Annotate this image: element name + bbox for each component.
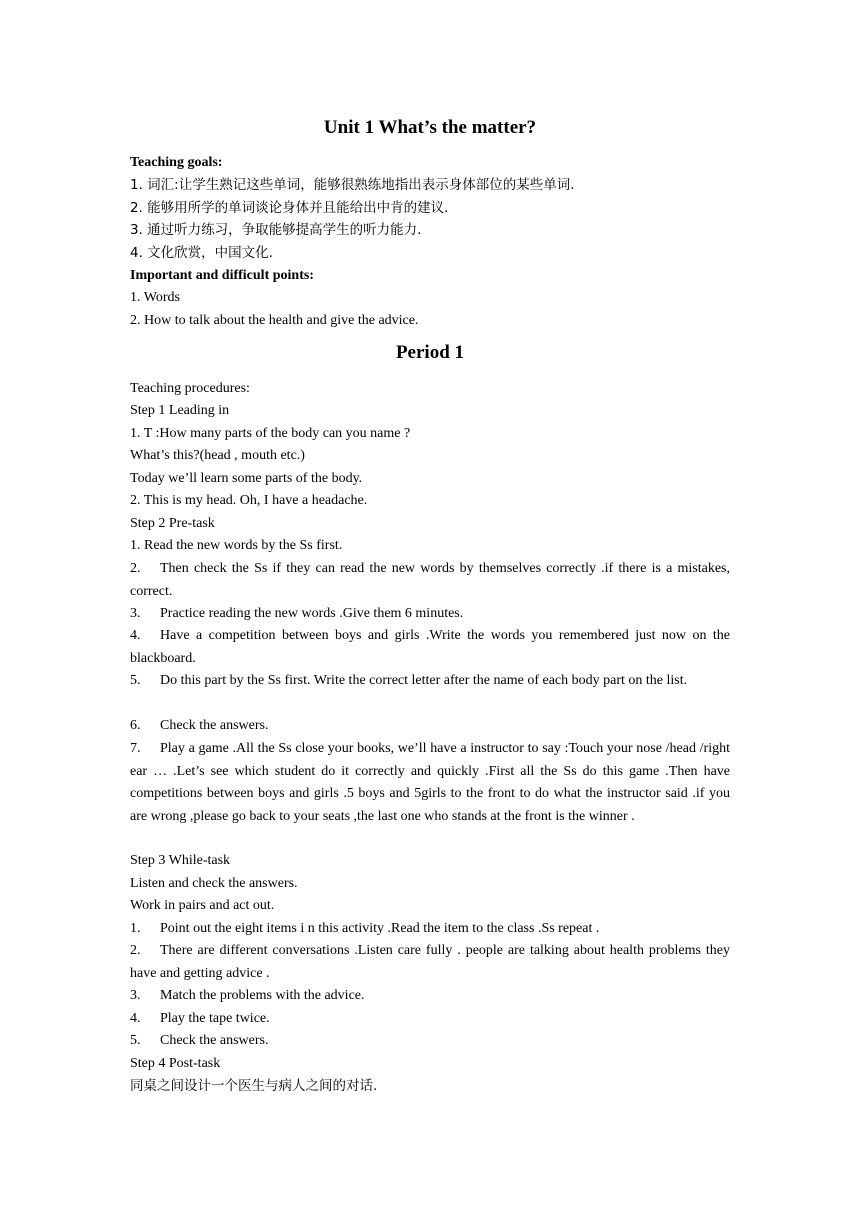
step3-heading: Step 3 While-task [130,853,231,868]
item-text: Practice reading the new words .Give them 6 minutes. [160,606,464,621]
step3-item [130,1030,730,1053]
step2-item [130,625,730,670]
step1-line: What’s this?(head , mouth etc.) [130,448,305,463]
goal-item: 3. 通过听力练习，争取能够提高学生的听力能力. [130,222,422,238]
step3-item [130,918,730,941]
step2-item [130,670,730,693]
step3-item [130,940,730,985]
step3-line: Work in pairs and act out. [130,898,275,913]
step2-item [130,715,730,738]
step2-item [130,558,730,603]
item-text: There are different conversations .Listen care fully . people are talking about health problems they have and getting advice . [130,943,730,981]
item-number: 6. [130,718,141,733]
step1-line: 1. T :How many parts of the body can you name ? [130,426,411,441]
goals-heading: Teaching goals: [130,155,223,170]
item-number: 5. [130,673,141,688]
points-heading: Important and difficult points: [130,268,314,283]
item-number: 2. [130,561,141,576]
item-text: Point out the eight items i n this activity .Read the item to the class .Ss repeat . [160,921,600,936]
item-number: 4. [130,1011,141,1026]
item-number: 3. [130,606,141,621]
step2-item [130,738,730,828]
step3-item [130,1008,730,1031]
step1-line: Today we’ll learn some parts of the body. [130,471,363,486]
goal-item: 1. 词汇:让学生熟记这些单词，能够很熟练地指出表示身体部位的某些单词. [130,177,575,193]
point-item: 1. Words [130,290,180,305]
item-text: Then check the Ss if they can read the new words by themselves correctly .if there is a mistakes, correct. [130,561,730,599]
procedures-heading: Teaching procedures: [130,381,250,396]
step1-line: 2. This is my head. Oh, I have a headache. [130,493,368,508]
document-title: Unit 1 What’s the matter? [323,117,537,138]
item-number: 3. [130,988,141,1003]
step2-item [130,603,730,626]
period-title: Period 1 [395,342,465,363]
item-number: 7. [130,741,141,756]
item-text: Play the tape twice. [160,1011,270,1026]
point-item: 2. How to talk about the health and give the advice. [130,313,419,328]
step1-heading: Step 1 Leading in [130,403,230,418]
item-number: 5. [130,1033,141,1048]
goal-item: 2. 能够用所学的单词谈论身体并且能给出中肯的建议. [130,200,449,216]
item-text: Check the answers. [160,718,269,733]
item-text: Do this part by the Ss first. Write the correct letter after the name of each body part on the list. [160,673,688,688]
step3-item [130,985,730,1008]
item-number: 4. [130,628,141,643]
step4-line: 同桌之间设计一个医生与病人之间的对话. [130,1078,378,1094]
item-number: 2. [130,943,141,958]
step4-heading: Step 4 Post-task [130,1056,221,1071]
goal-item: 4. 文化欣赏，中国文化. [130,245,273,261]
item-text: Check the answers. [160,1033,269,1048]
step2-heading: Step 2 Pre-task [130,516,215,531]
item-text: Play a game .All the Ss close your books, we’ll have a instructor to say :Touch your nose /head /right ear … .Let’s see which student do it correctly and quickly .First all the Ss do this game .Then have competitions between boys and girls .5 boys and 5girls to the front to do what the instructor said .if you are wrong ,please go back to your seats ,the last one who stands at the front is the winner . [130,741,730,824]
item-text: Have a competition between boys and girls .Write the words you remembered just now on the blackboard. [130,628,730,666]
step2-line: 1. Read the new words by the Ss first. [130,538,343,553]
step3-line: Listen and check the answers. [130,876,298,891]
item-number: 1. [130,921,141,936]
item-text: Match the problems with the advice. [160,988,365,1003]
